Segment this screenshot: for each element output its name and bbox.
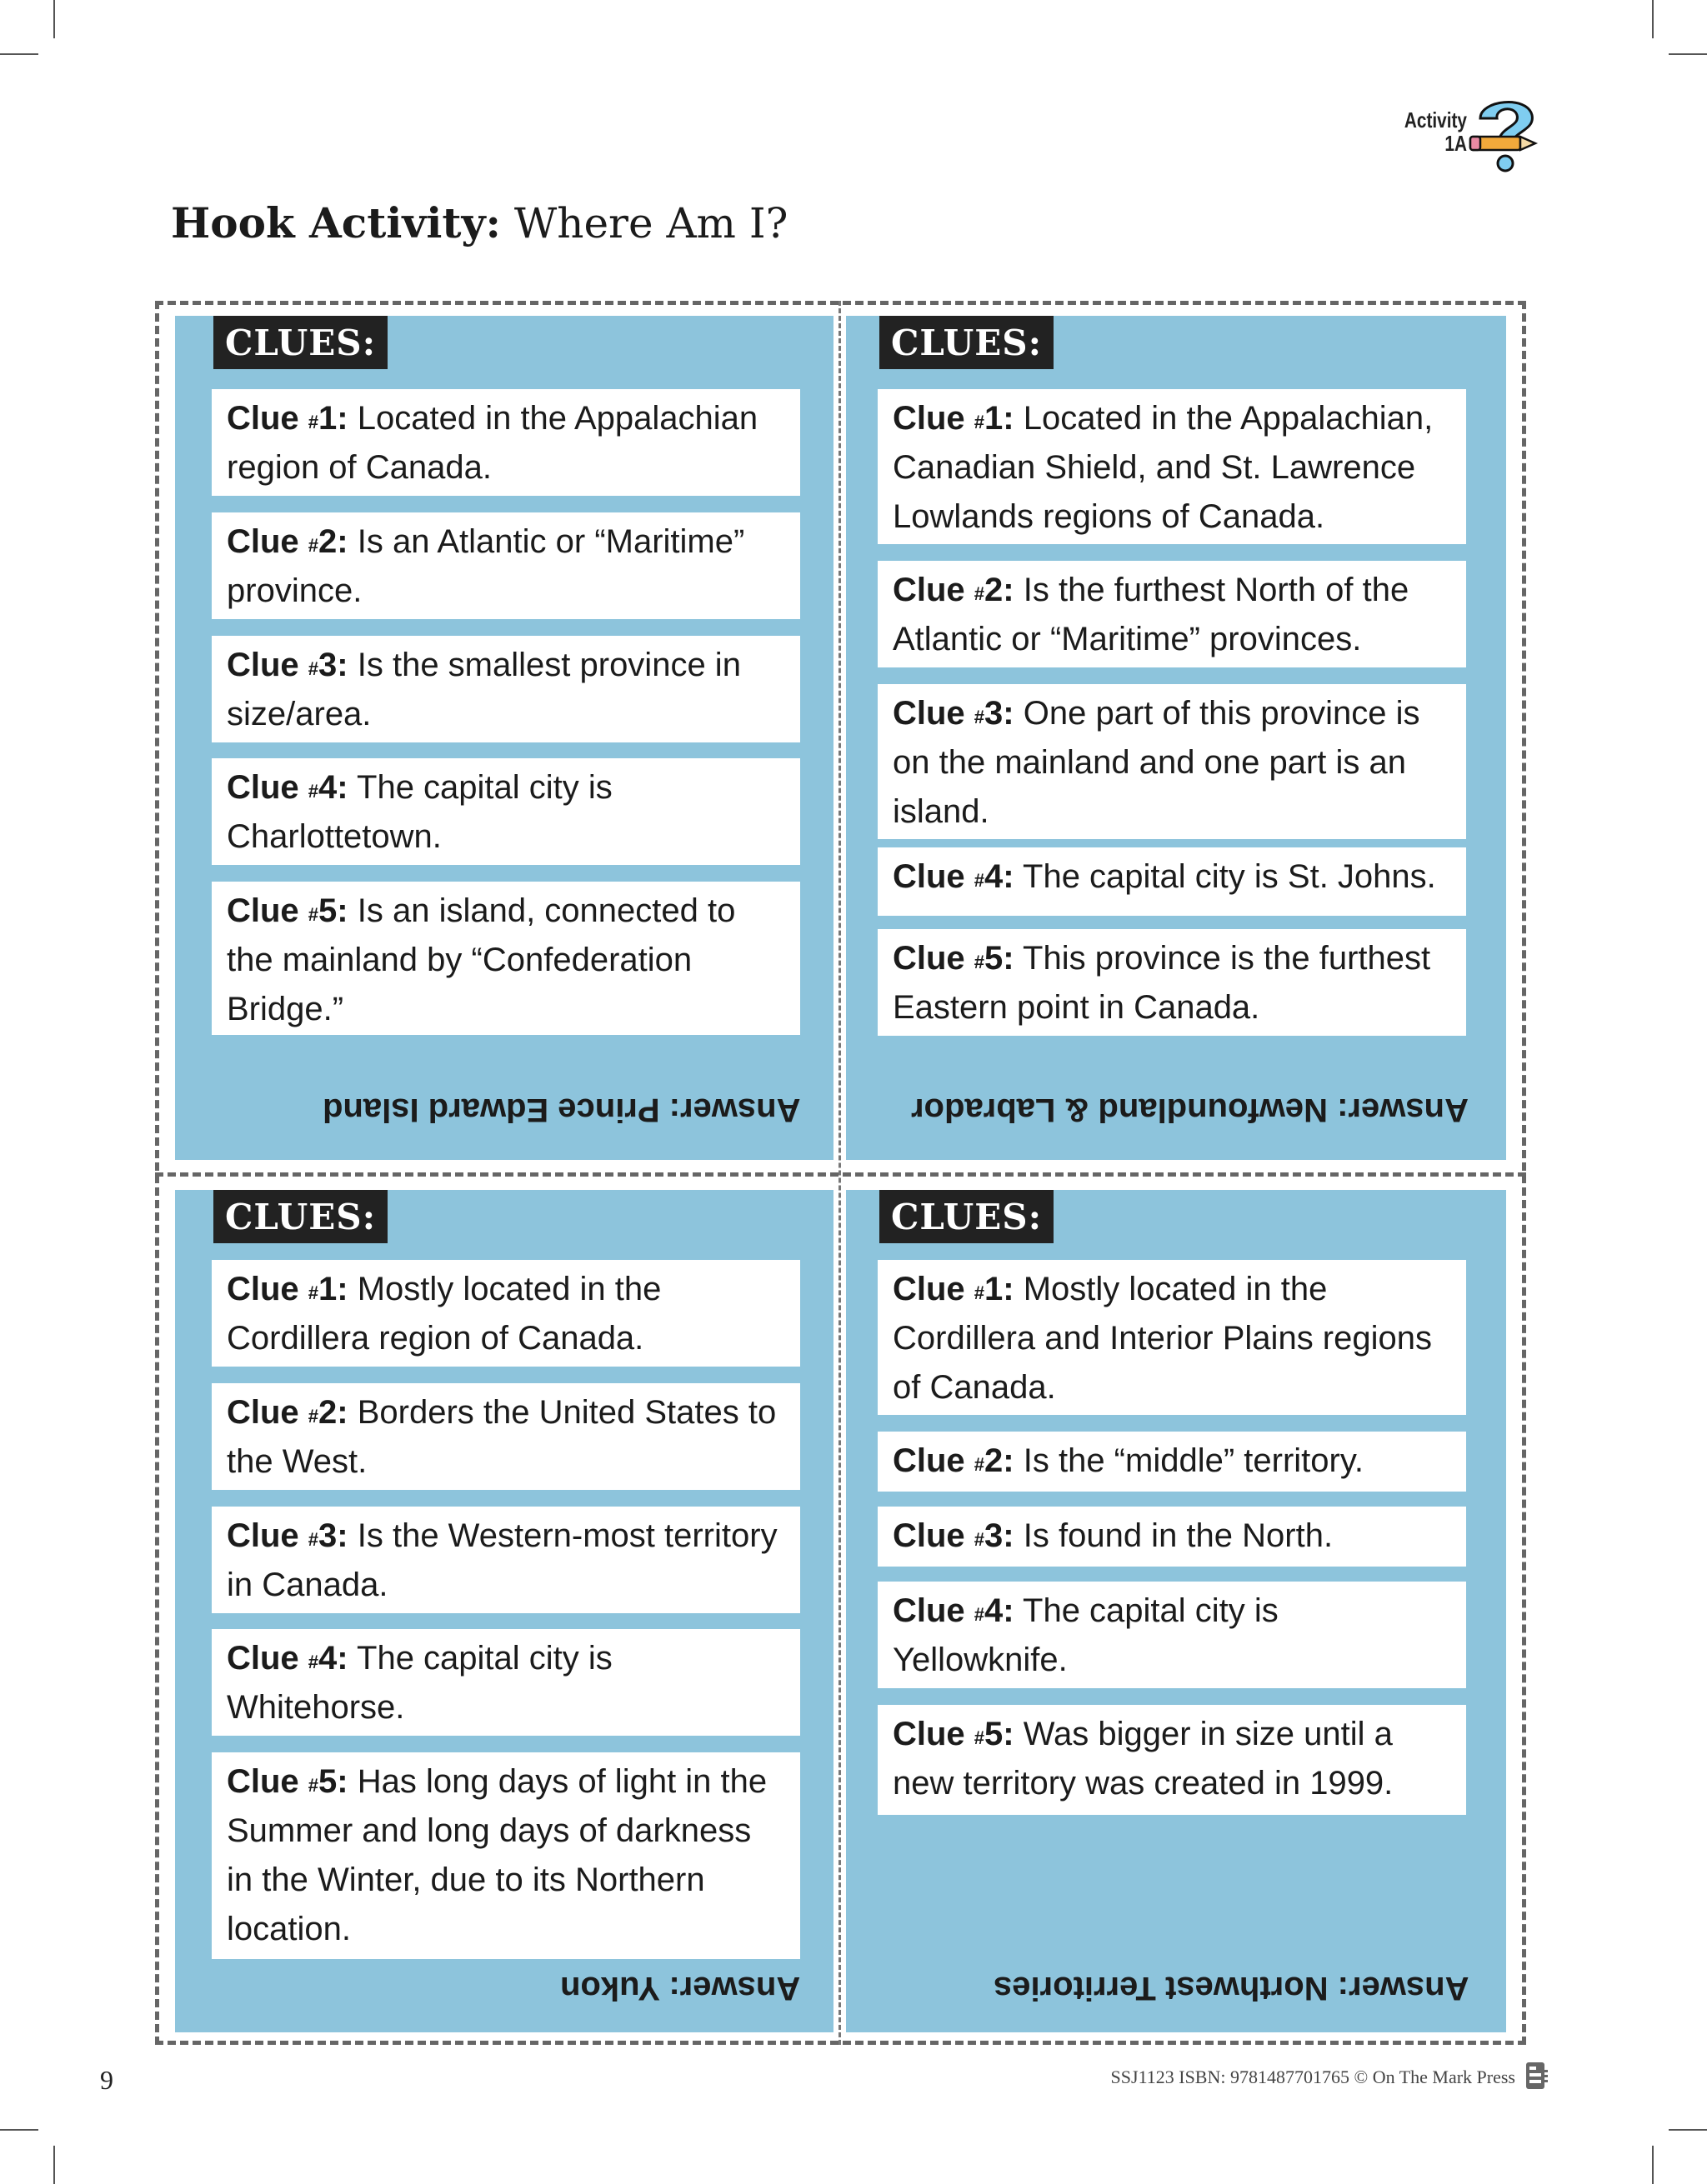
clue-item: Clue #2: Is the “middle” territory. [878, 1432, 1466, 1492]
clue-item: Clue #3: Is the smallest province in size/area. [212, 636, 800, 742]
clues-label: CLUES: [213, 316, 388, 369]
clue-item: Clue #3: Is found in the North. [878, 1507, 1466, 1567]
answer-upside-down: Answer: Yukon [559, 1970, 800, 2007]
cut-line-horizontal [155, 1172, 1526, 1177]
clue-item: Clue #1: Mostly located in the Cordillera and Interior Plains regions of Canada. [878, 1260, 1466, 1415]
clue-card-newfoundland-labrador [846, 316, 1506, 1160]
crop-mark [0, 2129, 38, 2131]
printer-icon [1525, 2062, 1549, 2090]
crop-mark [1669, 2129, 1707, 2131]
clue-item: Clue #4: The capital city is Yellowknife. [878, 1582, 1466, 1688]
clue-item: Clue #3: One part of this province is on the mainland and one part is an island. [878, 684, 1466, 839]
page-title-regular: Where Am I? [500, 199, 788, 247]
clue-item: Clue #1: Mostly located in the Cordillera region of Canada. [212, 1260, 800, 1367]
clue-item: Clue #2: Is an Atlantic or “Maritime” province. [212, 512, 800, 619]
page-title [171, 198, 788, 247]
activity-tag [1387, 108, 1467, 155]
answer-upside-down: Answer: Northwest Territories [993, 1970, 1469, 2007]
crop-mark [53, 2146, 55, 2184]
clues-label: CLUES: [213, 1190, 388, 1243]
answer-upside-down: Answer: Newfoundland & Labrador [911, 1092, 1469, 1128]
crop-mark [1669, 53, 1707, 55]
crop-mark [53, 0, 55, 38]
page-title-bold: Hook Activity: [171, 198, 501, 247]
page-number: 9 [100, 2065, 113, 2095]
clue-card-prince-edward-island [175, 316, 833, 1160]
clue-item: Clue #4: The capital city is Whitehorse. [212, 1629, 800, 1736]
clue-item: Clue #3: Is the Western-most territory in Canada. [212, 1507, 800, 1613]
crop-mark [1652, 2146, 1654, 2184]
clue-card-northwest-territories [846, 1190, 1506, 2032]
question-mark-pencil-icon [1469, 93, 1542, 173]
activity-label: Activity [1404, 107, 1467, 132]
clue-card-yukon [175, 1190, 833, 2032]
clue-item: Clue #5: This province is the furthest Eastern point in Canada. [878, 929, 1466, 1036]
clue-item: Clue #1: Located in the Appalachian, Canadian Shield, and St. Lawrence Lowlands regions of Canada. [878, 389, 1466, 544]
clues-label: CLUES: [879, 1190, 1054, 1243]
activity-number: 1A [1444, 131, 1467, 156]
clue-item: Clue #4: The capital city is Charlottetown. [212, 758, 800, 865]
clue-item: Clue #5: Is an island, connected to the mainland by “Confederation Bridge.” [212, 882, 800, 1035]
answer-upside-down: Answer: Prince Edward Island [322, 1092, 800, 1128]
clue-item: Clue #4: The capital city is St. Johns. [878, 847, 1466, 916]
clues-label: CLUES: [879, 316, 1054, 369]
publication-info: SSJ1123 ISBN: 9781487701765 © On The Mark Press [1110, 2067, 1515, 2087]
clue-item: Clue #5: Has long days of light in the Summer and long days of darkness in the Winter, due to its Northern location. [212, 1752, 800, 1959]
clue-item: Clue #5: Was bigger in size until a new territory was created in 1999. [878, 1705, 1466, 1815]
clue-item: Clue #2: Borders the United States to the West. [212, 1383, 800, 1490]
crop-mark [0, 53, 38, 55]
crop-mark [1652, 0, 1654, 38]
clue-item: Clue #1: Located in the Appalachian region of Canada. [212, 389, 800, 496]
clue-item: Clue #2: Is the furthest North of the Atlantic or “Maritime” provinces. [878, 561, 1466, 667]
